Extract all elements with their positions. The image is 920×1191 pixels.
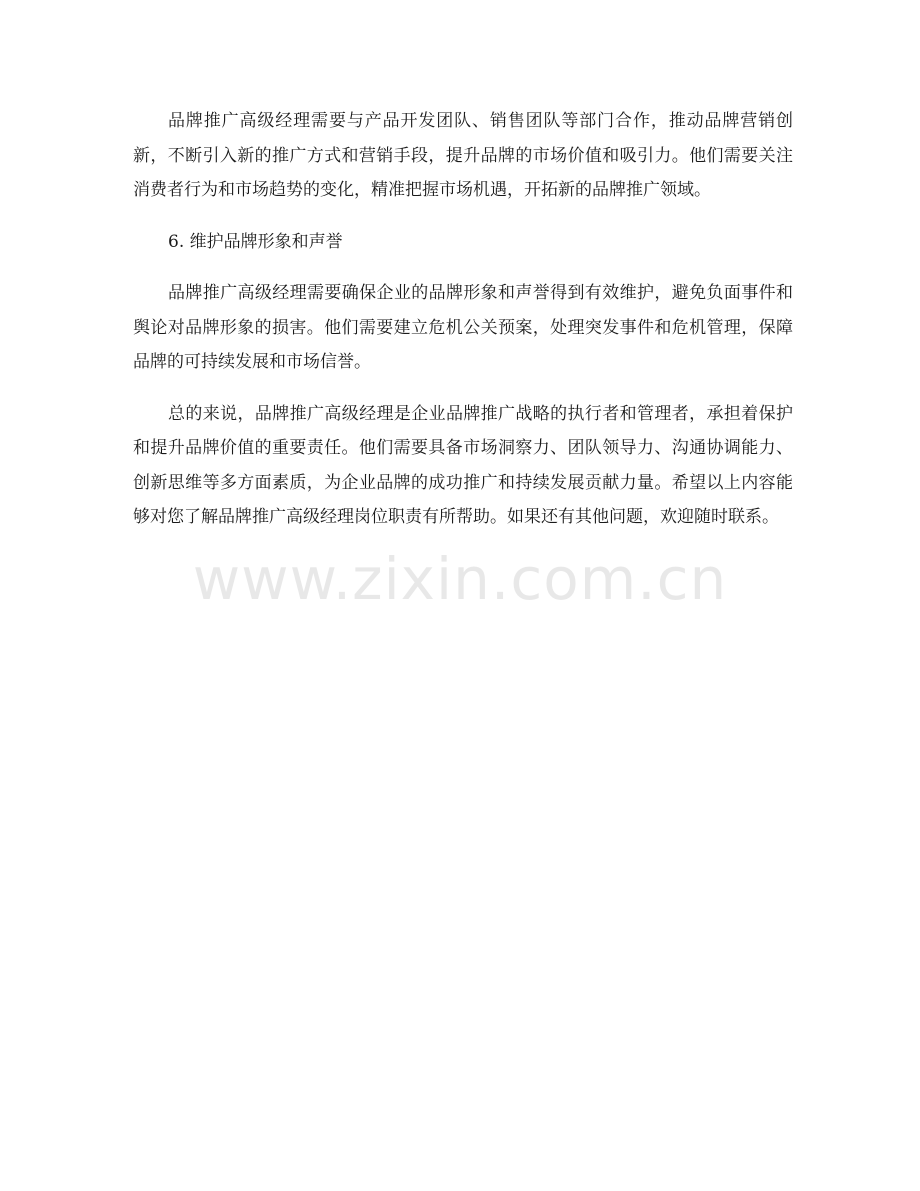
paragraph-summary: 总的来说，品牌推广高级经理是企业品牌推广战略的执行者和管理者，承担着保护和提升品牌价值的重要责任。他们需要具备市场洞察力、团队领导力、沟通协调能力、创新思维等多方面素质，为企业品牌的成功推广和持续发展贡献力量。希望以上内容能够对您了解品牌推广高级经理岗位职责有所帮助。如果还有其他问题，欢迎随时联系。 (133, 403, 793, 527)
paragraph-spacer (133, 259, 793, 276)
watermark-text: www.zixin.com.cn (192, 545, 728, 613)
paragraph-spacer (133, 208, 793, 225)
document-body (133, 104, 793, 535)
paragraph-brand-reputation: 品牌推广高级经理需要确保企业的品牌形象和声誉得到有效维护，避免负面事件和舆论对品牌形象的损害。他们需要建立危机公关预案，处理突发事件和危机管理，保障品牌的可持续发展和市场信誉。 (133, 283, 793, 372)
section-heading: 6. 维护品牌形象和声誉 (168, 231, 343, 252)
paragraph-spacer (133, 380, 793, 397)
paragraph-brand-innovation: 品牌推广高级经理需要与产品开发团队、销售团队等部门合作，推动品牌营销创新，不断引入新的推广方式和营销手段，提升品牌的市场价值和吸引力。他们需要关注消费者行为和市场趋势的变化，精准把握市场机遇，开拓新的品牌推广领域。 (133, 111, 793, 200)
